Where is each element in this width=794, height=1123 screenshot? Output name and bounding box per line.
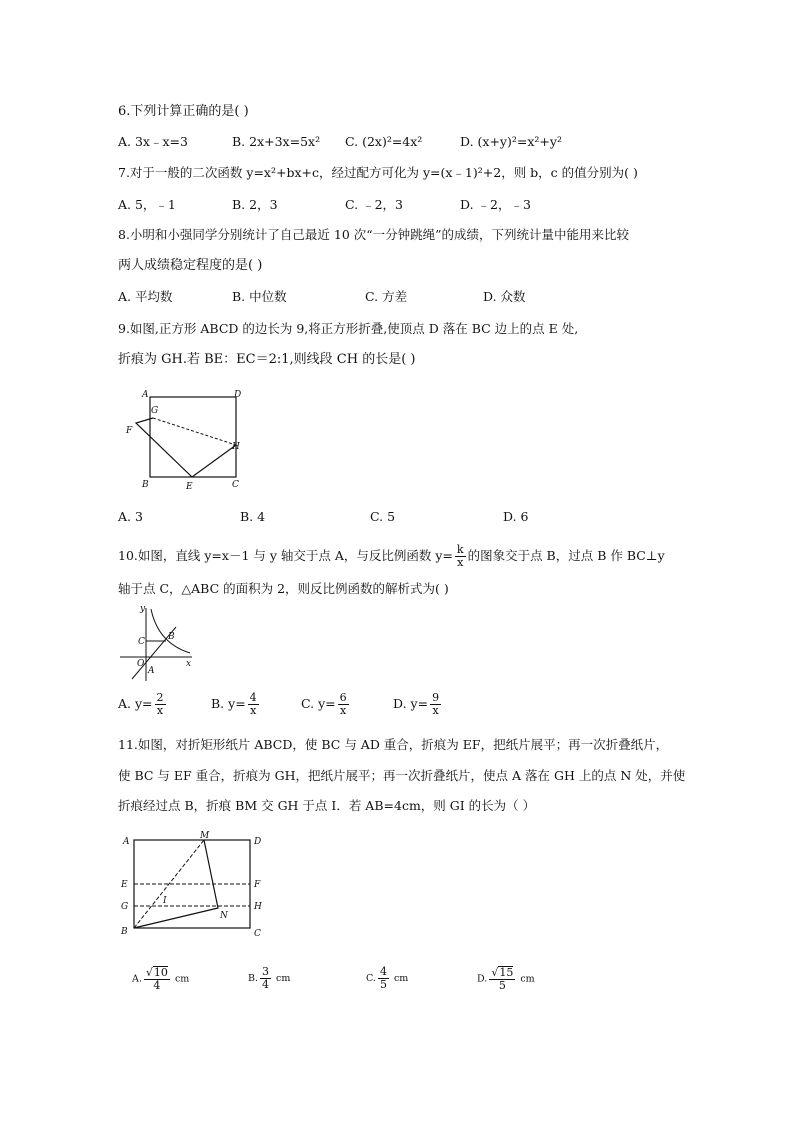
- q11-label-f: F: [254, 880, 261, 890]
- q6-stem: 6.下列计算正确的是( ): [118, 104, 249, 119]
- q9-stem-line2: 折痕为 GH.若 BE：EC＝2:1,则线段 CH 的长是( ): [118, 352, 416, 367]
- q7-option-b: B. 2，3: [232, 197, 278, 212]
- q6-option-a: A. 3x﹣x=3: [118, 134, 188, 149]
- q10-figure: [118, 603, 198, 683]
- q6-option-c: C. (2x)²=4x²: [345, 134, 423, 149]
- q11-label-h: H: [254, 902, 262, 912]
- q10-option-a: [118, 692, 168, 717]
- q9-option-c: C. 5: [370, 509, 396, 524]
- q11-option-d-den: 5: [498, 979, 506, 992]
- q11-option-a-label: A.: [132, 973, 142, 985]
- q11-option-a-num: 10: [153, 966, 168, 979]
- q11-label-e: E: [121, 880, 128, 890]
- q10-hyperbola: [151, 609, 190, 653]
- q10-option-a-num: 2: [156, 691, 164, 704]
- q7-option-c: C. ﹣2，3: [345, 197, 403, 212]
- q10-option-d-num: 9: [432, 691, 440, 704]
- q11-label-c: C: [254, 929, 261, 939]
- q11-label-a: A: [123, 837, 130, 847]
- q11-option-a-den: 4: [153, 979, 161, 992]
- q6-option-d: D. (x+y)²=x²+y²: [460, 134, 562, 149]
- q11-option-d-num: 15: [499, 966, 514, 979]
- q11-figure: [118, 828, 268, 943]
- q10-stem-part2: 的图象交于点 B，过点 B 作 BC⊥y: [467, 548, 665, 563]
- q10-option-d: [393, 692, 443, 717]
- q10-stem-part1: 10.如图，直线 y=x－1 与 y 轴交于点 A，与反比例函数 y=: [118, 548, 453, 563]
- q11-label-d: D: [254, 837, 262, 847]
- q10-k-over-x: [455, 544, 466, 569]
- q9-label-a: A: [142, 390, 149, 400]
- q9-option-d: D. 6: [503, 509, 529, 524]
- q11-stem-line2: 使 BC 与 EF 重合，折痕为 GH，把纸片展平；再一次折叠纸片，使点 A 落在 GH 上的点 N 处，并使: [118, 768, 686, 783]
- q7-option-d: D. ﹣2，﹣3: [460, 197, 531, 212]
- q11-option-c-label: C.: [366, 973, 376, 984]
- q9-label-g: G: [151, 406, 159, 416]
- q9-label-d: D: [234, 390, 242, 400]
- q9-label-c: C: [232, 480, 239, 490]
- q8-option-c: C. 方差: [365, 289, 408, 304]
- q11-option-d-label: D.: [477, 973, 488, 985]
- q11-fold-bm: [134, 840, 204, 928]
- q10-stem-line2: 轴于点 C，△ABC 的面积为 2，则反比例函数的解析式为( ): [118, 581, 449, 596]
- q10-option-b: [211, 692, 261, 717]
- q8-stem-line2: 两人成绩稳定程度的是( ): [118, 258, 263, 273]
- q11-option-b-den: 4: [262, 978, 270, 991]
- q10-option-a-label: A. y=: [118, 696, 153, 711]
- q9-fold-line-gh: [153, 418, 236, 445]
- q10-option-b-den: x: [250, 704, 257, 717]
- q11-option-c-unit: cm: [393, 973, 409, 984]
- q11-option-c-num: 4: [379, 965, 387, 978]
- q11-option-a: A. $\frac{√10}{4}$ cm: [132, 966, 190, 992]
- q8-option-a: A. 平均数: [118, 289, 173, 304]
- q11-option-c: [366, 966, 408, 991]
- q11-option-c-den: 5: [379, 978, 387, 991]
- q7-option-a: A. 5，﹣1: [118, 197, 176, 212]
- q9-label-h: H: [232, 442, 240, 452]
- q10-label-o: O: [137, 659, 145, 669]
- q11-label-g: G: [121, 902, 129, 912]
- q9-label-e: E: [186, 482, 193, 492]
- q11-label-b: B: [121, 927, 128, 937]
- q8-option-b: B. 中位数: [232, 289, 287, 304]
- q9-folded-edges: [136, 418, 236, 477]
- q11-option-b-unit: cm: [276, 973, 291, 984]
- q10-option-c: [301, 692, 351, 717]
- q9-label-b: B: [142, 480, 149, 490]
- q10-label-c: C: [138, 637, 145, 647]
- q10-option-c-label: C. y=: [301, 696, 336, 711]
- q10-option-c-num: 6: [339, 691, 347, 704]
- q11-label-i: I: [163, 896, 167, 906]
- q10-option-d-label: D. y=: [393, 696, 429, 711]
- q11-option-b: [248, 966, 290, 991]
- q11-option-b-num: 3: [262, 965, 270, 978]
- q10-label-x: x: [186, 659, 192, 669]
- q11-stem-line3: 折痕经过点 B，折痕 BM 交 GH 于点 I．若 AB=4cm，则 GI 的长为（ ）: [118, 798, 536, 813]
- q9-label-f: F: [126, 426, 133, 436]
- q10-label-b: B: [168, 632, 175, 642]
- q10-option-a-den: x: [156, 704, 164, 717]
- q8-option-d: D. 众数: [483, 289, 526, 304]
- q6-option-b: B. 2x+3x=5x²: [232, 134, 321, 149]
- q10-frac-num: k: [456, 543, 464, 556]
- q11-option-d: D. $\frac{√15}{5}$ cm: [477, 966, 535, 992]
- q10-option-d-den: x: [432, 704, 439, 717]
- q11-option-d-unit: cm: [520, 973, 535, 985]
- q9-option-a: A. 3: [118, 509, 143, 524]
- q9-square-abcd: [150, 397, 236, 477]
- q9-stem-line1: 9.如图,正方形 ABCD 的边长为 9,将正方形折叠,使顶点 D 落在 BC 边上的点 E 处,: [118, 321, 579, 336]
- q10-frac-den: x: [457, 556, 464, 569]
- q11-label-n: N: [220, 911, 228, 921]
- q9-option-b: B. 4: [240, 509, 266, 524]
- q11-option-a-unit: cm: [174, 973, 190, 985]
- q9-figure: [120, 385, 260, 495]
- q11-option-b-label: B.: [248, 973, 259, 984]
- q7-stem: 7.对于一般的二次函数 y=x²+bx+c，经过配方可化为 y=(x﹣1)²+2，则 b，c 的值分别为( ): [118, 165, 638, 180]
- q10-option-b-label: B. y=: [211, 696, 246, 711]
- q10-label-y: y: [140, 604, 146, 614]
- q10-option-c-den: x: [340, 704, 347, 717]
- q10-stem-line1: [118, 544, 665, 569]
- q10-option-b-num: 4: [249, 691, 257, 704]
- q10-label-a: A: [148, 666, 155, 676]
- q11-stem-line1: 11.如图，对折矩形纸片 ABCD，使 BC 与 AD 重合，折痕为 EF，把纸片展平；再一次折叠纸片，: [118, 737, 669, 752]
- q11-label-m: M: [200, 831, 210, 841]
- q8-stem-line1: 8.小明和小强同学分别统计了自己最近 10 次“一分钟跳绳”的成绩，下列统计量中能用来比较: [118, 227, 630, 242]
